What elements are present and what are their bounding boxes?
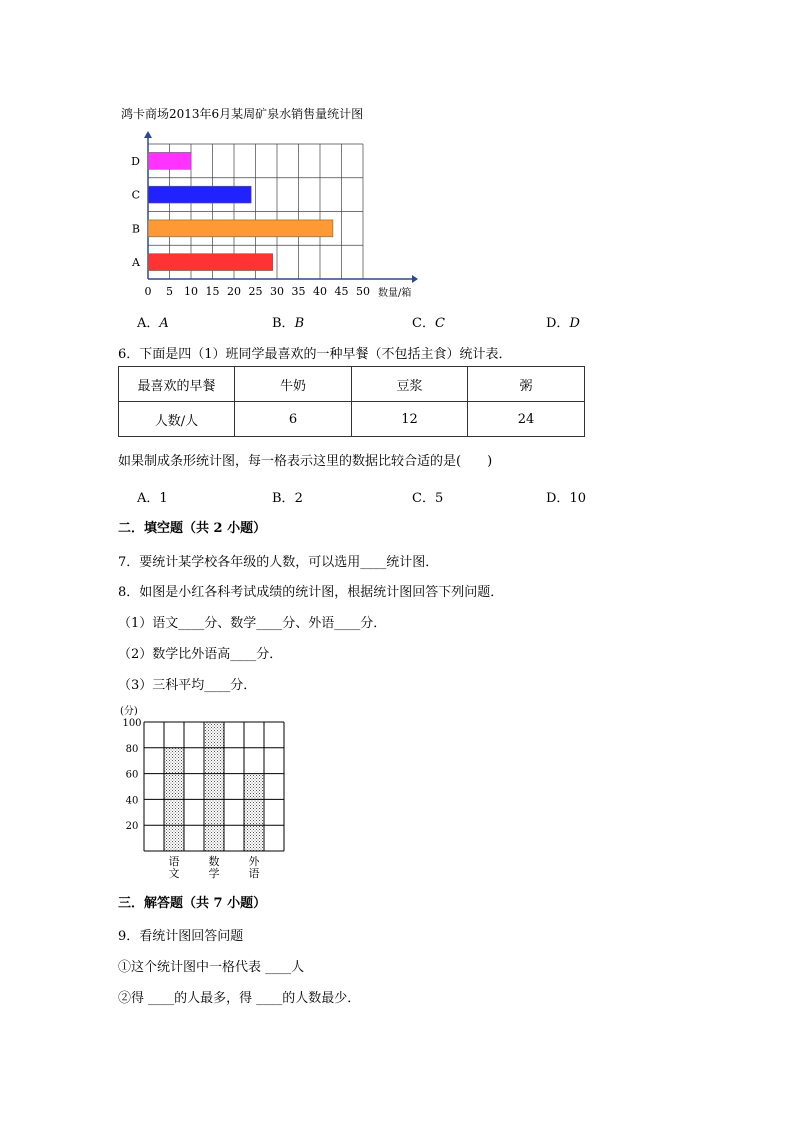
q9-stem: 9．看统计图回答问题 bbox=[118, 929, 244, 944]
table-header-cell: 最喜欢的早餐 bbox=[119, 367, 235, 402]
category-label: 数学 bbox=[208, 855, 220, 880]
tick-label: 15 bbox=[205, 285, 220, 298]
tick-label: 20 bbox=[227, 285, 241, 298]
option-label: A． bbox=[137, 491, 160, 506]
y-axis-arrow-icon bbox=[144, 131, 152, 138]
table-cell: 12 bbox=[352, 402, 468, 437]
tick-label: 45 bbox=[334, 285, 349, 298]
option-label: B． bbox=[272, 491, 295, 506]
q8-sub3: （3）三科平均____分． bbox=[118, 678, 257, 693]
table-header-cell: 牛奶 bbox=[235, 367, 352, 402]
section2-title: 二．填空题（共 2 小题） bbox=[118, 521, 267, 536]
section3-title: 三．解答题（共 7 小题） bbox=[118, 896, 267, 911]
option-value: C bbox=[434, 316, 445, 331]
q9-sub1: ①这个统计图中一格代表 ____人 bbox=[118, 960, 305, 975]
bar bbox=[148, 254, 273, 271]
category-label: D bbox=[131, 154, 140, 168]
q6-option-b[interactable] bbox=[272, 487, 303, 506]
category-label: 语文 bbox=[168, 855, 180, 880]
tick-label: 50 bbox=[356, 285, 370, 298]
option-value: B bbox=[294, 316, 305, 331]
horizontal-bar-chart bbox=[120, 130, 440, 305]
q5-option-d[interactable] bbox=[546, 312, 580, 331]
category-label: 外语 bbox=[248, 855, 260, 880]
tick-label: 100 bbox=[122, 718, 142, 729]
option-value: A bbox=[159, 316, 169, 331]
option-value: 10 bbox=[569, 491, 586, 506]
q8-stem: 8．如图是小红各科考试成绩的统计图，根据统计图回答下列问题． bbox=[118, 585, 504, 600]
option-value: 5 bbox=[434, 491, 444, 506]
bar bbox=[148, 152, 191, 169]
vertical-bar-chart bbox=[112, 700, 302, 885]
tick-label: 0 bbox=[144, 285, 152, 298]
q7-text: 7．要统计某学校各年级的人数，可以选用____统计图． bbox=[118, 555, 439, 570]
tick-label: 10 bbox=[184, 285, 198, 298]
option-value: 1 bbox=[159, 491, 168, 506]
table-header-cell: 粥 bbox=[468, 367, 585, 402]
breakfast-table bbox=[118, 366, 585, 437]
table-header-cell: 豆浆 bbox=[352, 367, 468, 402]
tick-label: 40 bbox=[313, 285, 327, 298]
tick-label: 80 bbox=[125, 743, 139, 755]
q6-stem: 6．下面是四（1）班同学最喜欢的一种早餐（不包括主食）统计表． bbox=[118, 347, 512, 362]
tick-label: 60 bbox=[125, 769, 139, 781]
bar bbox=[148, 186, 251, 203]
table-row bbox=[119, 367, 585, 402]
tick-label: 25 bbox=[248, 285, 263, 298]
option-label: C． bbox=[412, 491, 435, 506]
option-value: 2 bbox=[294, 491, 303, 506]
option-label: B． bbox=[272, 316, 295, 331]
tick-label: 20 bbox=[125, 821, 139, 833]
q8-sub2: （2）数学比外语高____分． bbox=[118, 647, 283, 662]
tick-label: 5 bbox=[166, 285, 173, 298]
option-label: D． bbox=[546, 316, 570, 331]
tick-label: 40 bbox=[125, 795, 139, 807]
q5-option-c[interactable] bbox=[412, 312, 445, 331]
chart1-title: 鸿卡商场2013年6月某周矿泉水销售量统计图 bbox=[121, 107, 364, 121]
option-label: C． bbox=[412, 316, 435, 331]
option-label: A． bbox=[137, 316, 160, 331]
q9-sub2: ②得 ____的人最多，得 ____的人数最少． bbox=[118, 991, 361, 1006]
q6-option-d[interactable] bbox=[546, 487, 586, 506]
table-row bbox=[119, 402, 585, 437]
bar bbox=[244, 774, 264, 851]
tick-label: 35 bbox=[291, 285, 306, 298]
bar bbox=[148, 220, 333, 237]
bar bbox=[204, 722, 224, 851]
x-axis-label: 数量/箱 bbox=[378, 288, 412, 299]
q5-option-b[interactable] bbox=[272, 312, 304, 331]
category-label: B bbox=[131, 222, 140, 236]
table-cell: 6 bbox=[235, 402, 352, 437]
tick-label: 30 bbox=[270, 285, 284, 298]
q5-option-a[interactable] bbox=[137, 312, 169, 331]
option-label: D． bbox=[546, 491, 570, 506]
category-label: C bbox=[131, 188, 140, 202]
category-label: A bbox=[132, 256, 140, 270]
q6-option-c[interactable] bbox=[412, 487, 443, 506]
x-axis-arrow-icon bbox=[412, 275, 418, 283]
q8-sub1: （1）语文____分、数学____分、外语____分． bbox=[118, 616, 387, 631]
table-cell: 人数/人 bbox=[119, 402, 235, 437]
y-axis-label: (分) bbox=[120, 706, 138, 717]
q6-option-a[interactable] bbox=[137, 487, 168, 506]
option-value: D bbox=[569, 316, 580, 331]
table-cell: 24 bbox=[468, 402, 585, 437]
q6-question: 如果制成条形统计图，每一格表示这里的数据比较合适的是( ) bbox=[118, 454, 493, 469]
